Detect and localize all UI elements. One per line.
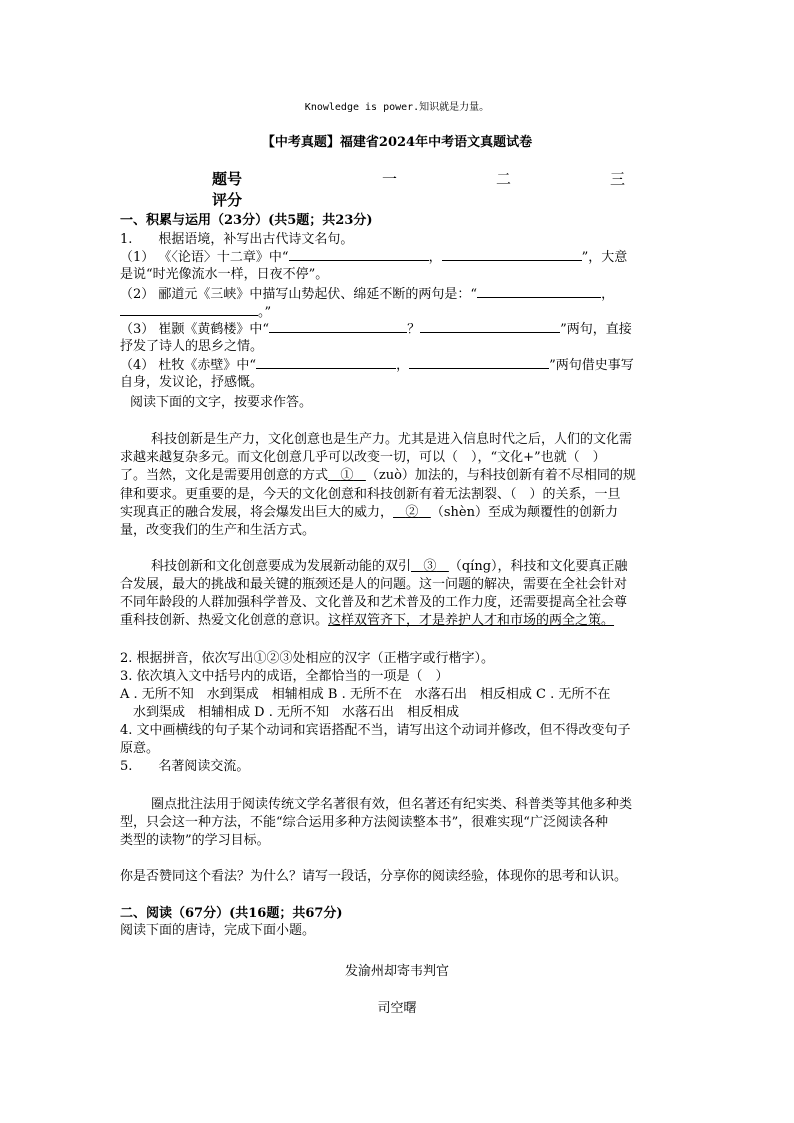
passage-p1-line5-c: （shèn）至成为颠覆性的创新力	[430, 505, 618, 520]
score-table-row-label: 题号	[212, 170, 243, 188]
q1-part1-text-a: （1） 《〈论语〉十二章》中“	[120, 250, 289, 265]
read-instruction: 阅读下面的文字，按要求作答。	[130, 395, 313, 410]
blank-marker-2: ②	[405, 505, 419, 520]
q1-part4-text-a: （4） 杜牧《赤壁》中“	[120, 358, 257, 373]
q1-part1-text-c: ”，大意	[581, 250, 628, 265]
q3-options-line1: A . 无所不知 水到渠成 相辅相成 B . 无所不在 水落石出 相反相成 C . 无所不在	[120, 687, 611, 702]
passage-p1-line3-c: （zuò）加法的，与科技创新有着不尽相同的规	[365, 468, 636, 483]
poem-title: 发渝州却寄韦判官	[344, 964, 449, 979]
passage-p2-line4	[120, 612, 614, 630]
passage-p2-line1-a: 科技创新和文化创意要成为发展新动能的双引	[151, 559, 412, 574]
q1-part1-line2: 是说“时光像流水一样，日夜不停”。	[120, 267, 329, 282]
q1-part4-blank-1[interactable]	[256, 356, 396, 369]
q1-part4-line1	[120, 356, 634, 375]
blank-marker-3: ③	[423, 559, 437, 574]
q5-prompt: 你是否赞同这个看法？为什么？请写一段话，分享你的阅读经验，体现你的思考和认识。	[120, 869, 628, 884]
score-table-score-label: 评分	[212, 191, 243, 209]
q1-part3-line1	[120, 320, 632, 339]
section2-heading: 二、阅读（67分）(共16题；共67分)	[120, 906, 343, 921]
q1-part3-blank-1[interactable]	[269, 320, 407, 333]
passage-p2-line3: 不同年龄段的人群加强科学普及、文化普及和艺术普及的工作力度，还需要提高全社会尊	[120, 595, 628, 610]
score-table-col-2: 二	[496, 170, 512, 188]
q1-part2-blank-1[interactable]	[477, 285, 601, 298]
section1-heading: 一、积累与运用（23分）(共5题；共23分)	[120, 213, 373, 228]
score-table-col-3: 三	[610, 170, 626, 188]
q1-part1-line1	[120, 248, 627, 267]
q4-line2: 原意。	[120, 741, 160, 756]
q1-part1-blank-1[interactable]	[289, 248, 429, 261]
q5-paragraph-line3: 类型的读物”的学习目标。	[120, 833, 270, 848]
q3-options-line2: 水到渠成 相辅相成 D . 无所不知 水落石出 相反相成	[133, 705, 459, 720]
passage-p2-line4-a: 重科技创新、热爱文化创意的意识。	[120, 613, 329, 628]
q1-part4-line2: 自身，发议论，抒感慨。	[120, 375, 264, 390]
q1-part3-text-b: ？	[407, 322, 421, 337]
blank-marker-1: ①	[340, 468, 354, 483]
passage-p1-line5-a: 实现真正的融合发展，将会爆发出巨大的威力，	[120, 505, 394, 520]
passage-p1-line1: 科技创新是生产力，文化创意也是生产力。尤其是进入信息时代之后，人们的文化需	[151, 432, 633, 447]
q1-part2-blank-2[interactable]	[120, 303, 258, 316]
q1-part2-text-c: 。”	[258, 305, 272, 320]
q4-line1: 4. 文中画横线的句子某个动词和宾语搭配不当，请写出这个动词并修改，但不得改变句子	[120, 723, 631, 738]
q1-stem: 1. 根据语境，补写出古代诗文名句。	[120, 232, 354, 247]
passage-p1-line4: 律和要求。更重要的是，今天的文化创意和科技创新有着无法割裂、（ ）的关系，一旦	[120, 487, 621, 502]
q1-part3-blank-2[interactable]	[420, 320, 560, 333]
q1-part3-line2: 抒发了诗人的思乡之情。	[120, 339, 264, 354]
q3: 3. 依次填入文中括号内的成语，全都恰当的一项是（ ）	[120, 669, 449, 684]
q1-part2-text-a: （2） 郦道元《三峡》中描写山势起伏、绵延不断的两句是：“	[120, 287, 478, 302]
passage-p1-line3-a: 了。当然，文化是需要用创意的方式	[120, 468, 329, 483]
q1-part2-line1	[120, 285, 614, 304]
passage-p2-line1-c: （qíng），科技和文化要真正融	[448, 559, 628, 574]
passage-p1-line5	[120, 504, 618, 522]
passage-p1-line6: 量，改变我们的生产和生活方式。	[120, 523, 316, 538]
q1-part4-blank-2[interactable]	[409, 356, 549, 369]
score-table-col-1: 一	[382, 170, 398, 188]
q5: 5. 名著阅读交流。	[120, 759, 250, 774]
q1-part3-text-a: （3） 崔颢《黄鹤楼》中“	[120, 322, 270, 337]
q1-part4-text-c: ”两句借史事写	[549, 358, 634, 373]
q5-paragraph-line2: 型，只会这一种方法，不能“综合运用多种方法阅读整本书”，很难实现“广泛阅读各种	[120, 815, 608, 830]
q1-part4-text-b: ，	[396, 358, 410, 373]
q1-part2-text-b: ，	[601, 287, 615, 302]
q1-part1-blank-2[interactable]	[442, 248, 582, 261]
q2: 2. 根据拼音，依次写出①②③处相应的汉字（正楷字或行楷字）。	[120, 651, 495, 666]
q1-part3-text-c: ”两句，直接	[560, 322, 632, 337]
section2-instruction: 阅读下面的唐诗，完成下面小题。	[120, 923, 316, 938]
page-title: 【中考真题】福建省2024年中考语文真题试卷	[261, 135, 533, 150]
poem-author: 司空曙	[377, 1001, 417, 1016]
underlined-sentence: 这样双管齐下，才是养护人才和市场的两全之策。	[328, 613, 615, 628]
header-motto: Knowledge is power.知识就是力量。	[304, 102, 490, 113]
passage-p1-line2: 求越来越复杂多元。而文化创意几乎可以改变一切，可以（ ），“文化+”也就（ ）	[120, 450, 606, 465]
q5-paragraph-line1: 圈点批注法用于阅读传统文学名著很有效，但名著还有纪实类、科普类等其他多种类	[151, 797, 633, 812]
passage-p2-line1	[151, 558, 628, 576]
q1-part1-text-b: ，	[428, 250, 442, 265]
passage-p1-line3	[120, 467, 636, 485]
passage-p2-line2: 合发展，最大的挑战和最关键的瓶颈还是人的问题。这一问题的解决，需要在全社会针对	[120, 577, 628, 592]
